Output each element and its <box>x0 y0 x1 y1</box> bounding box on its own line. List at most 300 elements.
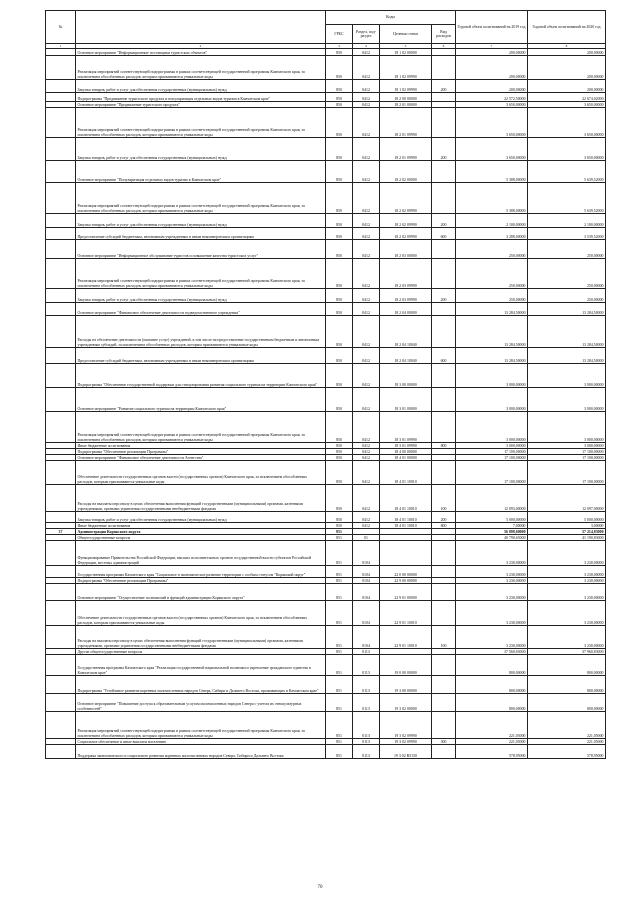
row-vid: 200 <box>432 512 456 523</box>
table-row <box>46 364 606 388</box>
row-number <box>46 541 76 566</box>
page-number: 70 <box>317 885 323 890</box>
row-amount-2020: 5 639,52000 <box>528 183 606 214</box>
row-vid: 800 <box>432 443 456 449</box>
header-razdel: Раздел, под-раздел <box>353 25 380 44</box>
row-grbs: 850 <box>326 102 353 108</box>
row-name: Основное мероприятие "Информационные поставщики туристских объектов" <box>76 49 326 56</box>
row-vid <box>432 303 456 316</box>
row-razdel: 0412 <box>353 49 380 56</box>
table-row <box>46 541 606 566</box>
table-row <box>46 49 606 56</box>
col-number: 2 <box>76 44 326 49</box>
row-vid <box>432 259 456 289</box>
row-vid <box>432 316 456 348</box>
row-razdel: 01 <box>353 535 380 541</box>
row-name: Основное мероприятие "Повышение доступа к образовательным услугам малочисленных народов Севера с учетом их этнокультурных особенностей" <box>76 694 326 712</box>
row-amount-2020: 3 000,00000 <box>528 388 606 412</box>
row-name: Подпрограмма "Обеспечение государственной поддержки для стимулирования развития социального туризма на территории Камчатского края" <box>76 364 326 388</box>
row-amount-2019: 17 100,00000 <box>456 449 528 455</box>
row-name: Основное мероприятие "Развитие социального туризма на территории Камчатского края" <box>76 388 326 412</box>
row-celevaya: 18 3 01 09990 <box>380 412 432 443</box>
row-razdel: 0412 <box>353 443 380 449</box>
header-row-1 <box>46 11 606 25</box>
row-grbs: 850 <box>326 259 353 289</box>
row-celevaya: 18 2 01 09990 <box>380 138 432 161</box>
row-celevaya: 18 2 00 00000 <box>380 93 432 102</box>
row-amount-2019: 3 000,00000 <box>456 412 528 443</box>
row-celevaya: 22 9 01 10010 <box>380 601 432 626</box>
row-vid: 200 <box>432 289 456 303</box>
row-celevaya: 18 2 03 09990 <box>380 259 432 289</box>
row-name: Основное мероприятие "Финансовое обеспечение деятельности Агентства" <box>76 455 326 461</box>
row-name: Основное мероприятие "Информационное обслуживание туристов и повышение качества туристских услуг" <box>76 240 326 259</box>
row-number <box>46 584 76 601</box>
table-row <box>46 56 606 80</box>
table-row <box>46 316 606 348</box>
row-grbs: 850 <box>326 303 353 316</box>
row-celevaya: 19 3 02 00000 <box>380 694 432 712</box>
row-vid <box>432 745 456 759</box>
row-grbs: 850 <box>326 49 353 56</box>
row-name: Подпрограмма "Устойчивое развитие коренных малочисленных народов Севера, Сибири и Дальнего Востока, проживающих в Камчатском крае" <box>76 676 326 694</box>
row-celevaya: 18 4 01 10010 <box>380 512 432 523</box>
row-vid <box>432 364 456 388</box>
row-amount-2019: 221,05000 <box>456 739 528 745</box>
row-grbs: 850 <box>326 228 353 240</box>
row-number <box>46 259 76 289</box>
row-razdel: 0113 <box>353 694 380 712</box>
row-grbs: 850 <box>326 485 353 512</box>
row-amount-2020: 3 230,00000 <box>528 541 606 566</box>
row-name: Реализация мероприятий соответствующей подпрограммы в рамках соответствующей государственной программы Камчатского края, за исключением обособленных расходов, которым присваиваются уникальные коды <box>76 259 326 289</box>
row-amount-2019: 3 230,00000 <box>456 541 528 566</box>
row-name: Иные бюджетные ассигнования <box>76 443 326 449</box>
row-number <box>46 364 76 388</box>
row-amount-2020: 3 230,00000 <box>528 584 606 601</box>
row-number <box>46 138 76 161</box>
table-row <box>46 601 606 626</box>
row-vid: 200 <box>432 80 456 93</box>
row-amount-2020: 250,00000 <box>528 259 606 289</box>
row-amount-2020: 578,95000 <box>528 745 606 759</box>
row-amount-2020: 221,05000 <box>528 739 606 745</box>
row-grbs: 850 <box>326 412 353 443</box>
row-name: Государственная программа Камчатского края "Реализация государственной национальной политики и укрепление гражданского единства в Камчатском крае" <box>76 655 326 676</box>
table-body <box>46 49 606 759</box>
row-name: Социальное обеспечение и иные выплаты населению <box>76 739 326 745</box>
row-celevaya: 18 2 01 09990 <box>380 108 432 138</box>
row-number <box>46 626 76 649</box>
row-celevaya: 18 3 01 09990 <box>380 443 432 449</box>
row-name: Государственная программа Камчатского края "Социальное и экономическое развитие территории с особым статусом "Корякский округ" <box>76 566 326 578</box>
header-2019: Годовой объем ассигнований на 2019 год <box>456 11 528 44</box>
col-number: 4 <box>353 44 380 49</box>
table-row <box>46 138 606 161</box>
row-grbs: 851 <box>326 601 353 626</box>
row-grbs: 851 <box>326 584 353 601</box>
row-razdel: 0412 <box>353 512 380 523</box>
row-razdel: 0412 <box>353 228 380 240</box>
table-row <box>46 676 606 694</box>
row-number <box>46 316 76 348</box>
row-number <box>46 566 76 578</box>
row-razdel: 0104 <box>353 541 380 566</box>
row-celevaya: 18 4 01 10010 <box>380 485 432 512</box>
row-amount-2019: 200,00000 <box>456 56 528 80</box>
row-amount-2019: 800,00000 <box>456 655 528 676</box>
row-name: Реализация мероприятий соответствующей подпрограммы в рамках соответствующей государственной программы Камчатского края, за исключением обособленных расходов, которым присваиваются уникальные коды <box>76 56 326 80</box>
row-grbs: 850 <box>326 449 353 455</box>
row-vid: 800 <box>432 523 456 529</box>
row-amount-2019: 37 560,65000 <box>456 649 528 655</box>
row-razdel: 0113 <box>353 739 380 745</box>
row-number <box>46 712 76 739</box>
row-name: Общегосударственные вопросы <box>76 535 326 541</box>
row-celevaya: 18 2 02 09990 <box>380 228 432 240</box>
row-celevaya: 19 3 02 09990 <box>380 739 432 745</box>
row-razdel: 0412 <box>353 523 380 529</box>
row-name: Реализация мероприятий соответствующей подпрограммы в рамках соответствующей государственной программы Камчатского края, за исключением обособленных расходов, которым присваиваются уникальные коды <box>76 412 326 443</box>
row-name: Основное мероприятие "Финансовое обеспечение деятельности подведомственного учреждения" <box>76 303 326 316</box>
row-vid <box>432 655 456 676</box>
row-razdel: 0412 <box>353 240 380 259</box>
row-amount-2020: 13 284,50000 <box>528 303 606 316</box>
row-amount-2020: 3 650,00000 <box>528 138 606 161</box>
table-row <box>46 183 606 214</box>
row-amount-2019: 17 100,00000 <box>456 455 528 461</box>
row-vid <box>432 566 456 578</box>
row-vid <box>432 712 456 739</box>
row-celevaya: 18 4 00 00000 <box>380 449 432 455</box>
row-amount-2020: 3 000,00000 <box>528 412 606 443</box>
row-grbs: 851 <box>326 745 353 759</box>
row-amount-2020: 3 000,00000 <box>528 443 606 449</box>
row-number <box>46 80 76 93</box>
row-amount-2019: 17 100,00000 <box>456 461 528 485</box>
row-amount-2019: 5 388,00000 <box>456 183 528 214</box>
header-name <box>76 11 326 44</box>
row-number <box>46 214 76 228</box>
row-amount-2020: 3 230,00000 <box>528 601 606 626</box>
row-amount-2020: 57 214,83000 <box>528 529 606 535</box>
row-amount-2019: 3 000,00000 <box>456 443 528 449</box>
row-grbs: 850 <box>326 161 353 183</box>
row-razdel: 0104 <box>353 584 380 601</box>
row-amount-2019: 12 093,00000 <box>456 485 528 512</box>
row-celevaya: 22 9 00 00000 <box>380 578 432 584</box>
row-number <box>46 93 76 102</box>
row-vid <box>432 584 456 601</box>
row-amount-2019: 578,95000 <box>456 745 528 759</box>
row-number <box>46 512 76 523</box>
row-celevaya: 18 1 02 00000 <box>380 49 432 56</box>
row-vid <box>432 694 456 712</box>
row-amount-2019: 221,05000 <box>456 712 528 739</box>
row-number <box>46 183 76 214</box>
row-amount-2019: 3 650,00000 <box>456 108 528 138</box>
row-vid: 600 <box>432 228 456 240</box>
row-amount-2020: 2 100,00000 <box>528 214 606 228</box>
row-number <box>46 49 76 56</box>
row-amount-2019: 3 288,00000 <box>456 228 528 240</box>
row-amount-2019: 5 388,00000 <box>456 161 528 183</box>
row-grbs: 851 <box>326 676 353 694</box>
row-razdel: 0113 <box>353 712 380 739</box>
row-razdel: 0412 <box>353 364 380 388</box>
row-number <box>46 161 76 183</box>
row-amount-2019: 250,00000 <box>456 289 528 303</box>
col-number: 6 <box>432 44 456 49</box>
row-name: Иные бюджетные ассигнования <box>76 523 326 529</box>
row-celevaya: 22 0 00 00000 <box>380 566 432 578</box>
table-row <box>46 228 606 240</box>
row-name: Предоставление субсидий бюджетным, автономным учреждениям и иным некоммерческим организациям <box>76 228 326 240</box>
row-amount-2020: 3 230,00000 <box>528 626 606 649</box>
table-row <box>46 388 606 412</box>
row-razdel: 0412 <box>353 259 380 289</box>
row-vid <box>432 93 456 102</box>
row-amount-2020: 17 100,00000 <box>528 449 606 455</box>
row-celevaya: 18 2 03 09990 <box>380 289 432 303</box>
table-row <box>46 348 606 364</box>
row-razdel: 0104 <box>353 566 380 578</box>
row-name: Подпрограмма "Обеспечение реализации Программы" <box>76 578 326 584</box>
row-grbs: 851 <box>326 626 353 649</box>
row-celevaya: 18 2 04 10040 <box>380 348 432 364</box>
row-razdel: 0412 <box>353 289 380 303</box>
row-number <box>46 676 76 694</box>
row-grbs: 851 <box>326 694 353 712</box>
row-amount-2019: 3 230,00000 <box>456 578 528 584</box>
row-amount-2019: 3 650,00000 <box>456 102 528 108</box>
row-celevaya: 18 3 00 00000 <box>380 364 432 388</box>
row-razdel: 0412 <box>353 412 380 443</box>
row-number <box>46 461 76 485</box>
row-number <box>46 289 76 303</box>
row-celevaya: 18 2 04 00000 <box>380 303 432 316</box>
row-amount-2020: 200,00000 <box>528 80 606 93</box>
row-name: Закупка товаров, работ и услуг для обеспечения государственных (муниципальных) нужд <box>76 138 326 161</box>
row-amount-2019: 3 230,00000 <box>456 584 528 601</box>
row-celevaya: 18 2 04 10040 <box>380 316 432 348</box>
col-number: 5 <box>380 44 432 49</box>
row-vid <box>432 388 456 412</box>
row-razdel: 0104 <box>353 626 380 649</box>
table-row <box>46 626 606 649</box>
row-number <box>46 228 76 240</box>
row-grbs: 851 <box>326 739 353 745</box>
row-amount-2019: 200,00000 <box>456 80 528 93</box>
row-amount-2020: 200,00000 <box>528 56 606 80</box>
row-amount-2020: 5 000,00000 <box>528 512 606 523</box>
row-name: Основное мероприятие "Осуществление полномочий и функций администрации Корякского округа" <box>76 584 326 601</box>
row-amount-2019: 7,00000 <box>456 523 528 529</box>
table-row <box>46 712 606 739</box>
row-amount-2020: 3 230,00000 <box>528 578 606 584</box>
row-amount-2019: 3 650,00000 <box>456 138 528 161</box>
row-number <box>46 108 76 138</box>
row-number <box>46 303 76 316</box>
row-grbs: 851 <box>326 712 353 739</box>
row-name: Поддержка экономического и социального развития коренных малочисленных народов Севера, Сибири и Дальнего Востока <box>76 745 326 759</box>
row-amount-2019: 40 790,65000 <box>456 535 528 541</box>
row-grbs: 851 <box>326 535 353 541</box>
row-celevaya: 18 4 01 00000 <box>380 455 432 461</box>
row-grbs: 850 <box>326 364 353 388</box>
row-grbs: 850 <box>326 183 353 214</box>
row-vid <box>432 183 456 214</box>
row-celevaya: 19 0 00 00000 <box>380 655 432 676</box>
row-amount-2020: 37 960,83000 <box>528 649 606 655</box>
row-grbs: 850 <box>326 138 353 161</box>
row-grbs: 850 <box>326 512 353 523</box>
row-celevaya: 18 2 01 00000 <box>380 102 432 108</box>
table-row <box>46 485 606 512</box>
row-amount-2020: 22 674,02000 <box>528 93 606 102</box>
row-vid: 200 <box>432 138 456 161</box>
row-name: Расходы на обеспечение деятельности (оказание услуг) учреждений, в том числе на предоставление государственным бюджетным и автономным учреждениям субсидий, за исключением обособленных расходов, которым присваиваются уникальные коды <box>76 316 326 348</box>
budget-table <box>45 10 606 759</box>
row-amount-2019: 250,00000 <box>456 240 528 259</box>
row-celevaya: 22 9 01 10010 <box>380 626 432 649</box>
table-row <box>46 694 606 712</box>
row-vid: 600 <box>432 348 456 364</box>
table-row <box>46 303 606 316</box>
row-amount-2020: 3,00000 <box>528 523 606 529</box>
row-celevaya: 19 3 02 09990 <box>380 712 432 739</box>
col-number: 1 <box>46 44 76 49</box>
row-amount-2020: 41 190,83000 <box>528 535 606 541</box>
row-vid <box>432 161 456 183</box>
row-razdel: 0412 <box>353 102 380 108</box>
row-grbs: 850 <box>326 289 353 303</box>
row-number <box>46 388 76 412</box>
row-celevaya: 18 2 02 09990 <box>380 214 432 228</box>
row-amount-2019: 13 284,50000 <box>456 303 528 316</box>
table-row <box>46 161 606 183</box>
row-celevaya: 18 4 01 10010 <box>380 523 432 529</box>
col-number: 8 <box>528 44 606 49</box>
row-grbs: 850 <box>326 80 353 93</box>
row-razdel: 0104 <box>353 601 380 626</box>
row-amount-2019: 3 230,00000 <box>456 601 528 626</box>
row-name: Расходы на выплаты персоналу в целях обеспечения выполнения функций государственными (муниципальными) органами, казенными учреждениями, органами управления государственными внебюджетными фондами <box>76 626 326 649</box>
row-number <box>46 694 76 712</box>
row-amount-2019: 2 100,00000 <box>456 214 528 228</box>
row-razdel: 0412 <box>353 449 380 455</box>
row-vid <box>432 461 456 485</box>
row-amount-2020: 5 639,52000 <box>528 161 606 183</box>
row-number: 37 <box>46 529 76 535</box>
row-amount-2019: 800,00000 <box>456 676 528 694</box>
row-razdel: 0104 <box>353 578 380 584</box>
row-name: Закупка товаров, работ и услуг для обеспечения государственных (муниципальных) нужд <box>76 512 326 523</box>
row-amount-2020: 17 100,00000 <box>528 461 606 485</box>
row-grbs: 851 <box>326 578 353 584</box>
row-razdel: 0412 <box>353 388 380 412</box>
row-grbs: 850 <box>326 348 353 364</box>
row-vid: 100 <box>432 626 456 649</box>
row-vid <box>432 56 456 80</box>
row-grbs: 851 <box>326 649 353 655</box>
row-name: Реализация мероприятий соответствующей подпрограммы в рамках соответствующей государственной программы Камчатского края, за исключением обособленных расходов, которым присваиваются уникальные коды <box>76 108 326 138</box>
row-vid: 200 <box>432 214 456 228</box>
row-amount-2019: 3 000,00000 <box>456 364 528 388</box>
row-razdel: 0412 <box>353 348 380 364</box>
table-row <box>46 655 606 676</box>
table-row <box>46 108 606 138</box>
row-amount-2020: 3 650,00000 <box>528 108 606 138</box>
row-vid <box>432 676 456 694</box>
table-row <box>46 412 606 443</box>
header-celevaya: Целевая статья <box>380 25 432 44</box>
row-celevaya <box>380 541 432 566</box>
row-amount-2020: 13 284,50000 <box>528 348 606 364</box>
row-celevaya: 22 9 01 00000 <box>380 584 432 601</box>
row-amount-2019: 5 000,00000 <box>456 512 528 523</box>
table-row <box>46 566 606 578</box>
row-vid <box>432 108 456 138</box>
row-razdel: 0113 <box>353 745 380 759</box>
row-grbs: 850 <box>326 455 353 461</box>
table-row <box>46 289 606 303</box>
row-name: Закупка товаров, работ и услуг для обеспечения государственных (муниципальных) нужд <box>76 80 326 93</box>
row-number <box>46 56 76 80</box>
row-vid: 100 <box>432 485 456 512</box>
row-grbs: 850 <box>326 388 353 412</box>
row-celevaya: 18 2 02 09990 <box>380 183 432 214</box>
row-razdel: 0412 <box>353 56 380 80</box>
row-name: Расходы на выплаты персоналу в целях обеспечения выполнения функций государственными (муниципальными) органами, казенными учреждениями, органами управления государственными внебюджетными фондами <box>76 485 326 512</box>
row-razdel: 0412 <box>353 138 380 161</box>
row-celevaya: 18 1 02 09990 <box>380 80 432 93</box>
row-amount-2020: 250,00000 <box>528 289 606 303</box>
row-grbs: 850 <box>326 93 353 102</box>
row-razdel: 0113 <box>353 649 380 655</box>
row-razdel: 0412 <box>353 485 380 512</box>
row-amount-2020: 3 539,52000 <box>528 228 606 240</box>
row-name: Реализация мероприятий соответствующей подпрограммы в рамках соответствующей государственной программы Камчатского края, за исключением обособленных расходов, которым присваиваются уникальные коды <box>76 712 326 739</box>
row-amount-2019: 3 000,00000 <box>456 388 528 412</box>
row-name: Закупка товаров, работ и услуг для обеспечения государственных (муниципальных) нужд <box>76 289 326 303</box>
row-name: Обеспечение деятельности государственных органов власти (государственных органов) Камчатского края, за исключением обособленных расходов, которым присваиваются уникальные коды <box>76 461 326 485</box>
row-razdel: 0412 <box>353 161 380 183</box>
row-razdel: 0412 <box>353 108 380 138</box>
row-number <box>46 655 76 676</box>
document-page <box>45 10 605 759</box>
row-razdel: 0412 <box>353 303 380 316</box>
table-row <box>46 240 606 259</box>
header-vid: Вид расходов <box>432 25 456 44</box>
table-row <box>46 461 606 485</box>
row-grbs: 850 <box>326 523 353 529</box>
row-amount-2020: 3 650,00000 <box>528 102 606 108</box>
row-number <box>46 601 76 626</box>
row-razdel: 0412 <box>353 80 380 93</box>
row-amount-2020: 800,00000 <box>528 655 606 676</box>
row-amount-2019: 200,00000 <box>456 49 528 56</box>
row-vid <box>432 412 456 443</box>
table-row <box>46 512 606 523</box>
row-name: Основное мероприятие "Продвижение туристского продукта" <box>76 102 326 108</box>
table-row <box>46 214 606 228</box>
table-row <box>46 584 606 601</box>
row-vid: 300 <box>432 739 456 745</box>
row-razdel: 0412 <box>353 316 380 348</box>
row-grbs: 850 <box>326 316 353 348</box>
row-name: Основное мероприятие "Популяризация отдельных видов туризма в Камчатском крае" <box>76 161 326 183</box>
